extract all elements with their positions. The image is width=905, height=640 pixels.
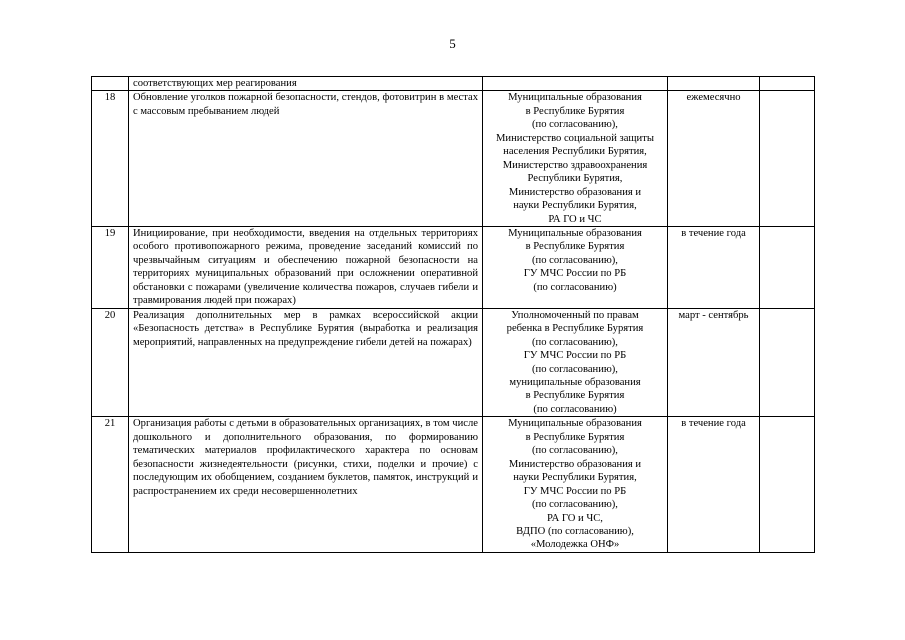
- term-cell: в течение года: [668, 226, 760, 308]
- executor-line: Муниципальные образования: [508, 418, 642, 430]
- row-number: 18: [92, 91, 129, 227]
- note-cell: [760, 91, 815, 227]
- table-row: [92, 226, 815, 308]
- table-row: [92, 308, 815, 417]
- executor-line: РА ГО и ЧС: [548, 213, 602, 225]
- executor-line: (по согласованию),: [532, 445, 618, 457]
- executor-line: (по согласованию): [533, 281, 617, 293]
- executor-line: науки Республики Бурятия,: [513, 472, 637, 484]
- note-cell: [760, 417, 815, 553]
- executor-line: Министерство здравоохранения: [502, 159, 648, 171]
- event-description: соответствующих мер реагирования: [129, 77, 483, 91]
- table-row: [92, 417, 815, 553]
- executor-line: (по согласованию): [533, 403, 617, 415]
- term-cell: ежемесячно: [668, 91, 760, 227]
- executor-line: (по согласованию),: [532, 363, 618, 375]
- executor-line: (по согласованию),: [532, 336, 618, 348]
- executor-line: (по согласованию),: [532, 119, 618, 131]
- executors-cell: [483, 308, 668, 417]
- row-number: 19: [92, 226, 129, 308]
- executors-cell: [483, 91, 668, 227]
- executor-line: Муниципальные образования: [508, 227, 642, 239]
- note-cell: [760, 226, 815, 308]
- executor-line: Уполномоченный по правам: [511, 309, 639, 321]
- executor-line: муниципальные образования: [509, 376, 641, 388]
- executor-line: Министерство образования и: [508, 458, 642, 470]
- term-cell: [668, 77, 760, 91]
- note-cell: [760, 77, 815, 91]
- executor-line: ГУ МЧС России по РБ: [523, 350, 627, 362]
- executor-line: «Молодежка ОНФ»: [530, 539, 620, 551]
- table-row: [92, 91, 815, 227]
- executor-line: ГУ МЧС России по РБ: [523, 268, 627, 280]
- executor-line: в Республике Бурятия: [525, 390, 625, 402]
- executors-cell: [483, 77, 668, 91]
- event-description: Обновление уголков пожарной безопасности, стендов, фотовитрин в местах с массовым пребыванием людей: [129, 91, 483, 227]
- executor-line: Республики Бурятия,: [527, 173, 623, 185]
- executor-line: ГУ МЧС России по РБ: [523, 485, 627, 497]
- executor-line: населения Республики Бурятия,: [503, 146, 647, 158]
- executor-line: РА ГО и ЧС,: [547, 512, 603, 524]
- executors-cell: [483, 226, 668, 308]
- table-row: [92, 77, 815, 91]
- event-description: Инициирование, при необходимости, введения на отдельных территориях особого противопожарного режима, проведение заседаний комиссий по чрезвычайным ситуациям и обеспечению пожарной безопасности на территориях муниципальных образований при осложнении оперативной обстановки с пожарами (увеличение количества пожаров, случаев гибели и травмирования людей при пожарах): [129, 226, 483, 308]
- row-number: 21: [92, 417, 129, 553]
- executor-line: ВДПО (по согласованию),: [516, 525, 634, 537]
- note-cell: [760, 308, 815, 417]
- executor-line: Муниципальные образования: [508, 92, 642, 104]
- term-cell: в течение года: [668, 417, 760, 553]
- executor-line: в Республике Бурятия: [525, 241, 625, 253]
- events-table: [91, 76, 815, 553]
- row-number: 20: [92, 308, 129, 417]
- executor-line: в Республике Бурятия: [525, 105, 625, 117]
- row-number: [92, 77, 129, 91]
- executors-cell: [483, 417, 668, 553]
- executor-line: (по согласованию),: [532, 499, 618, 511]
- executor-line: (по согласованию),: [532, 254, 618, 266]
- executor-line: Министерство образования и: [508, 186, 642, 198]
- term-cell: март - сентябрь: [668, 308, 760, 417]
- page-number: 5: [449, 36, 456, 51]
- executor-line: Министерство социальной защиты: [496, 132, 654, 144]
- executor-line: в Республике Бурятия: [525, 431, 625, 443]
- event-description: Организация работы с детьми в образовательных организациях, в том числе дошкольного и дополнительного образования, по формированию тематических материалов профилактического характера по основам безопасности жизнедеятельности (рисунки, стихи, поделки и прочие) с последующим их обобщением, созданием буклетов, памяток, инструкций и распространением их среди несовершеннолетних: [129, 417, 483, 553]
- executor-line: ребенка в Республике Бурятия: [506, 323, 644, 335]
- executor-line: науки Республики Бурятия,: [513, 200, 637, 212]
- event-description: Реализация дополнительных мер в рамках всероссийской акции «Безопасность детства» в Республике Бурятия (выработка и реализация мероприятий, направленных на предупреждение гибели детей на пожарах): [129, 308, 483, 417]
